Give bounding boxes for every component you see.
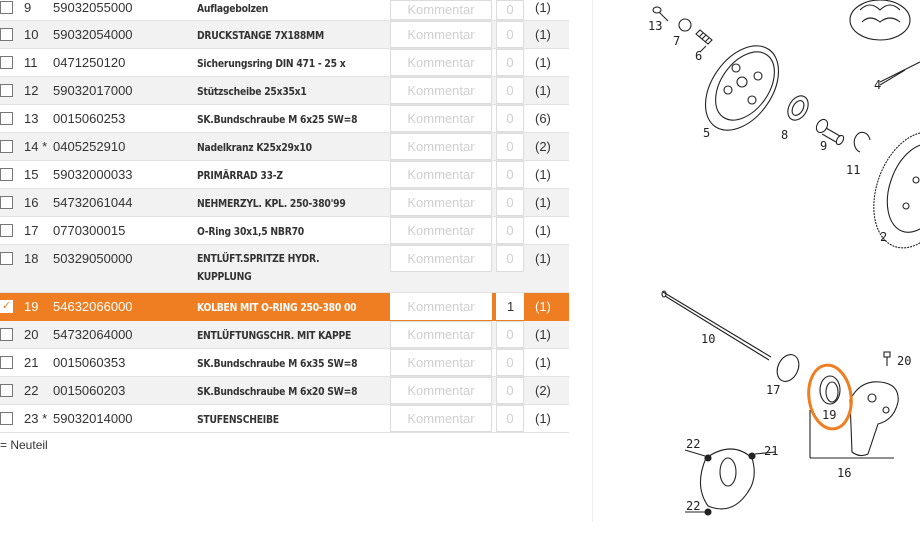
quantity-input[interactable]: 0 [496, 245, 524, 272]
description-line: Sicherungsring DIN 471 - 25 x [197, 57, 346, 70]
comment-input[interactable]: Kommentar [390, 49, 492, 76]
position-number: 23 * [24, 411, 48, 426]
part-description [197, 195, 352, 213]
part-description [197, 299, 357, 317]
quantity-input[interactable]: 0 [496, 133, 524, 160]
description-line: SK.Bundschraube M 6x35 SW=8 [197, 357, 358, 370]
comment-input[interactable]: Kommentar [390, 133, 492, 160]
part-number: 0405252910 [53, 139, 126, 154]
comment-input[interactable]: Kommentar [390, 21, 492, 48]
included-quantity: (1) [535, 167, 551, 182]
select-checkbox[interactable] [0, 412, 13, 425]
description-line: Nadelkranz K25x29x10 [197, 141, 312, 154]
position-number: 12 [24, 83, 39, 98]
part-10-push-rod[interactable] [662, 291, 771, 360]
position-number: 11 [24, 55, 38, 70]
select-checkbox[interactable] [0, 1, 13, 14]
part-8-bearing[interactable] [784, 92, 813, 124]
part-description [197, 355, 358, 373]
select-checkbox[interactable] [0, 328, 13, 341]
description-line-2: KUPPLUNG [197, 270, 252, 283]
part-row[interactable] [0, 0, 569, 21]
select-checkbox[interactable] [0, 28, 13, 41]
part-4-clutch-pack[interactable] [850, 0, 920, 82]
part-number: 59032054000 [53, 27, 133, 42]
part-row[interactable] [0, 21, 569, 49]
included-quantity: (1) [535, 299, 551, 314]
comment-input[interactable]: Kommentar [390, 161, 492, 188]
comment-input[interactable]: Kommentar [390, 245, 492, 272]
comment-input[interactable]: Kommentar [390, 217, 492, 244]
label-2: 2 [880, 230, 888, 244]
part-number: 50329050000 [53, 251, 133, 266]
description-line: ENTLÜFT.SPRITZE HYDR. [197, 252, 320, 265]
quantity-input[interactable]: 0 [496, 405, 524, 432]
description-line: SK.Bundschraube M 6x20 SW=8 [197, 385, 358, 398]
part-row[interactable] [0, 77, 569, 105]
description-line: Auflagebolzen [197, 2, 269, 15]
quantity-input[interactable]: 0 [496, 321, 524, 348]
description-line: NEHMERZYL. KPL. 250-380'99 [197, 197, 346, 210]
part-number: 0015060253 [53, 111, 126, 126]
comment-input[interactable]: Kommentar [390, 293, 492, 320]
included-quantity: (1) [535, 223, 551, 238]
label-19: 19 [822, 408, 837, 422]
part-number: 0015060203 [53, 383, 126, 398]
part-description [197, 250, 352, 286]
part-row[interactable] [0, 133, 569, 161]
part-number: 0015060353 [53, 355, 126, 370]
select-checkbox[interactable] [0, 356, 13, 369]
label-22a: 22 [686, 437, 701, 451]
label-4: 4 [874, 78, 882, 92]
position-number: 22 [24, 383, 39, 398]
part-row[interactable] [0, 49, 569, 77]
included-quantity: (1) [535, 83, 551, 98]
description-line: SK.Bundschraube M 6x25 SW=8 [197, 113, 358, 126]
part-number: 0471250120 [53, 55, 126, 70]
select-checkbox[interactable] [0, 252, 13, 265]
comment-input[interactable]: Kommentar [390, 321, 492, 348]
quantity-input[interactable]: 0 [496, 349, 524, 376]
part-row[interactable] [0, 105, 569, 133]
part-7-washer[interactable] [679, 19, 691, 31]
position-number: 18 [24, 251, 39, 266]
label-9: 9 [820, 139, 828, 153]
quantity-input[interactable]: 0 [496, 21, 524, 48]
part-description [197, 223, 352, 241]
part-2-primary-gear[interactable] [859, 121, 920, 260]
description-line: O-Ring 30x1,5 NBR70 [197, 225, 304, 238]
label-10: 10 [701, 332, 716, 346]
position-number: 17 [24, 223, 39, 238]
included-quantity: (6) [535, 111, 551, 126]
comment-input[interactable]: Kommentar [390, 377, 492, 404]
comment-input[interactable]: Kommentar [390, 0, 492, 20]
position-number: 14 * [24, 139, 48, 154]
part-row[interactable] [0, 245, 569, 293]
quantity-input[interactable]: 0 [496, 161, 524, 188]
part-number: 54732061044 [53, 195, 133, 210]
select-checkbox[interactable] [0, 112, 13, 125]
part-11-circlip[interactable] [854, 132, 870, 152]
quantity-input[interactable]: 0 [496, 217, 524, 244]
part-9-pin[interactable] [814, 117, 845, 145]
new-part-note: = Neuteil [0, 438, 48, 452]
select-checkbox[interactable]: ✓ [1, 300, 12, 312]
position-number: 10 [24, 27, 39, 42]
position-number: 16 [24, 195, 39, 210]
description-line: DRUCKSTANGE 7X188MM [197, 29, 324, 42]
position-number: 19 [24, 299, 39, 314]
included-quantity: (1) [535, 355, 551, 370]
included-quantity: (1) [535, 327, 551, 342]
part-description [197, 83, 352, 101]
part-6-spring[interactable] [696, 30, 712, 44]
select-checkbox[interactable] [0, 84, 13, 97]
part-description [197, 111, 358, 129]
comment-input[interactable]: Kommentar [390, 405, 492, 432]
part-17-o-ring[interactable] [773, 351, 803, 385]
label-11: 11 [846, 163, 861, 177]
select-checkbox[interactable] [0, 56, 13, 69]
included-quantity: (2) [535, 139, 551, 154]
description-line: ENTLÜFTUNGSCHR. MIT KAPPE [197, 329, 352, 342]
part-description [197, 27, 352, 45]
position-number: 9 [24, 0, 32, 15]
label-8: 8 [781, 128, 789, 142]
description-line: STUFENSCHEIBE [197, 413, 279, 426]
part-number: 54732064000 [53, 327, 133, 342]
select-checkbox[interactable] [0, 168, 13, 181]
label-22b: 22 [686, 499, 701, 513]
quantity-input[interactable]: 1 [496, 293, 524, 320]
included-quantity: (1) [535, 251, 551, 266]
part-number: 59032055000 [53, 0, 133, 15]
quantity-input[interactable]: 0 [496, 377, 524, 404]
quantity-input[interactable]: 0 [496, 49, 524, 76]
description-line: KOLBEN MIT O-RING 250-380 00 [197, 301, 357, 314]
part-number: 59032017000 [53, 83, 133, 98]
comment-input[interactable]: Kommentar [390, 105, 492, 132]
part-number: 54632066000 [53, 299, 133, 314]
select-checkbox[interactable] [0, 384, 13, 397]
position-number: 20 [24, 327, 39, 342]
included-quantity: (1) [535, 195, 551, 210]
part-20-bleed-screw[interactable] [884, 352, 890, 366]
included-quantity: (1) [535, 411, 551, 426]
quantity-input[interactable]: 0 [496, 0, 524, 20]
part-description [197, 327, 352, 345]
select-checkbox[interactable] [0, 224, 13, 237]
part-row[interactable] [0, 377, 569, 405]
comment-input[interactable]: Kommentar [390, 77, 492, 104]
part-description [197, 383, 358, 401]
part-description [197, 411, 352, 429]
quantity-input[interactable]: 0 [496, 77, 524, 104]
part-row[interactable] [0, 189, 569, 217]
part-row[interactable] [0, 293, 569, 321]
position-number: 13 [24, 111, 39, 126]
position-number: 21 [24, 355, 39, 370]
comment-input[interactable]: Kommentar [390, 189, 492, 216]
exploded-view-diagram[interactable] [593, 0, 920, 534]
description-line: PRIMÄRRAD 33-Z [197, 169, 283, 182]
label-16: 16 [837, 466, 852, 480]
label-5: 5 [703, 126, 711, 140]
part-number: 0770300015 [53, 223, 126, 238]
part-description [197, 55, 352, 73]
part-row[interactable] [0, 161, 569, 189]
label-17: 17 [766, 383, 781, 397]
included-quantity: (1) [535, 55, 551, 70]
included-quantity: (2) [535, 383, 551, 398]
part-row[interactable] [0, 321, 569, 349]
part-19-piston[interactable] [820, 376, 840, 404]
included-quantity: (1) [535, 0, 551, 15]
quantity-input[interactable]: 0 [496, 105, 524, 132]
included-quantity: (1) [535, 27, 551, 42]
label-7: 7 [673, 34, 681, 48]
part-row[interactable] [0, 405, 569, 433]
part-row[interactable] [0, 217, 569, 245]
part-number: 59032014000 [53, 411, 133, 426]
part-row[interactable] [0, 349, 569, 377]
part-number: 59032000033 [53, 167, 133, 182]
description-line: Stützscheibe 25x35x1 [197, 85, 307, 98]
position-number: 15 [24, 167, 39, 182]
select-checkbox[interactable] [0, 140, 13, 153]
quantity-input[interactable]: 0 [496, 189, 524, 216]
part-description [197, 167, 352, 185]
part-description [197, 0, 352, 18]
label-21: 21 [764, 444, 779, 458]
select-checkbox[interactable] [0, 196, 13, 209]
label-13: 13 [648, 19, 663, 33]
label-20: 20 [897, 354, 912, 368]
comment-input[interactable]: Kommentar [390, 349, 492, 376]
label-6: 6 [695, 49, 703, 63]
part-description [197, 139, 352, 157]
